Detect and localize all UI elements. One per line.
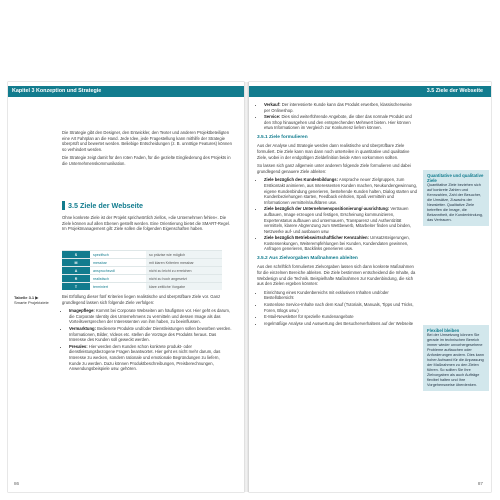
smart-letter: S [62, 251, 90, 259]
table-caption-text: Smarte Projektziele [14, 300, 49, 305]
list-item: • Service: Dies sind weiterführende Angebote, die über das normale Produkt und den Shop hinausgehen und den entsprechenden Mehrwert bieten. Hier können etwa Informationen im Vergleich zur Konkurrenz liefern können. [264, 114, 417, 131]
smart-letter: A [62, 267, 90, 275]
sidebox-text: Quantitative Ziele beziehen sich auf konkrete Zahlen und Kennzahlen, Zahl der Besucher, die Umsätze, Zuwachs der Newsletter. Qualitative Ziele betreffen die Image, die Bekanntheit, die Kundenbindung, das Vertrauen. [427, 183, 483, 222]
list-item: • Imagepflege: Kommt bei Corporate Webseiten am häufigsten vor. Hier geht es darum, die Corporate Identity des Unternehmens zu vermitteln und dessen Image als das Vorteilsversprechen der Interessenten von ihm haben, zu beeinflussen. [69, 308, 232, 325]
list-item: • Vermarktung: Bedienete Produkte und/oder Dienstleistungen sollen beworben werden. Informationen, Bilder, Videos etc. stellen die Vorzüge des Produkts heraus. Das Interesse des Kunden soll geweckt werden. [69, 326, 232, 343]
sidebox-title: Quantitative und qualitative Ziele [427, 173, 484, 183]
table-row [62, 251, 222, 259]
subsection-1-paragraph-2: So lassen sich ganz allgemein unter anderem folgende Ziele formulieren und dabei grundlegend genauere Ziele ableiten: [257, 163, 411, 174]
section-title: 3.5 Ziele der Webseite [68, 201, 143, 210]
subsection-1-paragraph: Aus der Analyse und Strategie werden dann realistische und überprüfbare Ziele formuliert. Die Ziele kann man dann noch unterteilen in quantitative und qualitative Ziele, wobei in der endgültigen Zieldefinition beide Arten vorkommen sollten. [257, 143, 410, 160]
table-row [62, 283, 222, 291]
right-running-header: 3.5 Ziele der Webseite [249, 86, 491, 97]
table-row [62, 275, 222, 283]
page-number-right: 87 [477, 481, 483, 486]
intro-paragraph-2: Die Strategie zeigt damit für den roten Faden, für die gezielte Eingliederung des Projekts in die Unternehmenskommunikation. [62, 155, 231, 166]
smart-word: messbar [90, 259, 146, 267]
list-item: • Verkauf: Der interessierte Kunde kann das Produkt erwerben, klassischerweise per Onlineshop. [264, 102, 417, 113]
sidebox-text: Bei der Umsetzung können Sie gerade im technischen Bereich immer wieder unvorhergesehene Probleme auftauchen oder Anforderungen andern. Dies kann hoher Aufwand für die Anpassung der Maßnahmen zu den Zielen führen. So sollten Sie Ihre Zielvorgaben als auch Aufträge flexibel halten und Ihre Vorgehensweise überdenken. [427, 333, 484, 387]
smart-meaning: nicht zu leicht zu erreichen [146, 267, 222, 275]
smart-meaning: klare zeitliche Vorgabe [146, 283, 222, 291]
goals-list [62, 308, 232, 372]
top-goals-list [257, 102, 417, 131]
right-page [249, 82, 491, 492]
list-item: • regelmäßige Analyse und Auswertung des Besucherverhaltens auf der Webseite [264, 321, 417, 327]
section-bar [62, 201, 65, 210]
subsection-2-paragraph: Aus den schriftlich formulierten Zielvorgaben lassen sich dann konkrete Maßnahmen für die einzelnen Bereiche ableiten. Die Ziele bestimmen entscheidend die Inhalte, da Webdesign und die Technik. Beispielhafte Maßnahmen zur Kundenbindung, die sich aus den Zielen ergeben könnten: [257, 264, 416, 287]
right-main-column [257, 102, 417, 329]
goals-text [62, 294, 232, 375]
list-item: • E-Mail-Newsletter für spezielle Kundenangebote [264, 314, 417, 320]
list-item: • Ziele bezüglich der Unternehmenspositionierung/-ausrichtung: Vertrauen aufbauen, Image erzeugen und festigen, Erscheinung kommunizieren, Expertenstatus aufbauen und untermauern, Transparenz und Authentizität vermitteln, klarere Abgrenzung zum Wettbewerb, Mitarbeiter finden und binden, Netzwerke auf- und ausbauen usw. [264, 206, 417, 234]
smart-letter: T [62, 283, 90, 291]
smart-meaning: mit klaren Kriterien messbar [146, 259, 222, 267]
smart-word: terminiert [90, 283, 146, 291]
subsection-title-1: 3.5.1 Ziele formulieren [257, 134, 308, 140]
section-paragraph: Ohne konkrete Ziele ist der Projekt sprichwörtlich ziellos, »die Unternehmen fehlen«. Die Ziele können auf allen Ebenen gestellt werden. Eine Orientierung bietet die SMART-Regel. Im Projektmanagement gilt: Ziele sollen die folgenden Eigenschaften haben. [62, 215, 230, 232]
left-running-header: Kapitel 3 Konzeption und Strategie [8, 86, 244, 97]
list-item: • Kostenlose Service-Inhalte nach dem Kauf (Tutorials, Manuals, Tipps und Tricks, Foren, Blogs usw.) [264, 302, 417, 313]
table-row [62, 259, 222, 267]
list-item: • Ziele bezüglich des Kundenbildungs: Ansprache neuer Zielgruppen, zum Erstkontakt animieren, aus Interessenten Kunden machen, Neukundengewinnung, eigene Kundenbindung generieren, bestehende Kunden halten, Dialog starten und Kundenbeziehungen starten, Feedback einholen, Spaß vermitteln und Informationen vermitteln/aufklären usw. [264, 177, 417, 205]
sidebox-flexibel-bleiben [423, 325, 489, 391]
smart-table [62, 250, 222, 290]
intro-paragraph: Die Strategie gibt den Designer, den Entwickler, den Texter und anderen Projektbeteiligten eine Art Fahrplan an die Hand. Jede Idee, jede Fragestellung kann mithilfe der Strategie überprüft und bewertet werden. Beliebige Entscheidungen (z. B. unnötige Features) können so verhindert werden. [62, 130, 232, 152]
page-number-left: 86 [14, 481, 20, 486]
smart-meaning: nicht zu hoch angesetzt [146, 275, 222, 283]
left-page [8, 82, 244, 492]
table-caption-label: Tabelle 3.1 ▶ [14, 295, 39, 300]
sidebox-title: Flexibel bleiben [427, 328, 460, 333]
table-caption [14, 295, 56, 305]
smart-letter: R [62, 275, 90, 283]
list-item: • Einrichtung eines Kundenbereichs mit exklusiven Inhalten und/oder Bestellübersicht [264, 290, 417, 301]
list-item: • Presales: Hier werden dem Kunden schon konkrete produkt- oder dienstleistungsbezogene Fragen beantwortet. Hier geht es nicht mehr darum, das Interesse zu wecken, sondern rationale und emotionale Begründungen zu liefern, Kunde zu werden. Dazu können Produktbeschreibungen, Preisberechnungen, Anwendungsbeispiele usw. gehören. [69, 344, 232, 372]
smart-meaning: so präzise wie möglich [146, 251, 222, 259]
smart-word: spezifisch [90, 251, 146, 259]
goals-paragraph: Bei Erfüllung dieser fünf Kriterien liegen realistische und überprüfbare Ziele vor. Ganz grundlegend lassen sich folgende Ziele verfolgen: [62, 294, 221, 305]
smart-word: realistisch [90, 275, 146, 283]
goal-categories-list [257, 177, 417, 252]
measures-list [257, 290, 417, 327]
smart-letter: M [62, 259, 90, 267]
smart-word: anspruchsvoll [90, 267, 146, 275]
table-row [62, 267, 222, 275]
sidebox-quantitative-qualitative [423, 170, 489, 226]
list-item: • Ziele bezüglich Betriebswirtschaftlicher Kennzahlen: Umsatzsteigerungen, Kostensenkungen, Weiterempfehlungen bei Kunden, Kundendaten gewinnen, Anfragen generieren, Backlinks generieren usw. [264, 235, 417, 252]
intro-text [62, 130, 232, 170]
subsection-title-2: 3.5.2 Aus Zielvorgaben Maßnahmen ableiten [257, 256, 358, 262]
